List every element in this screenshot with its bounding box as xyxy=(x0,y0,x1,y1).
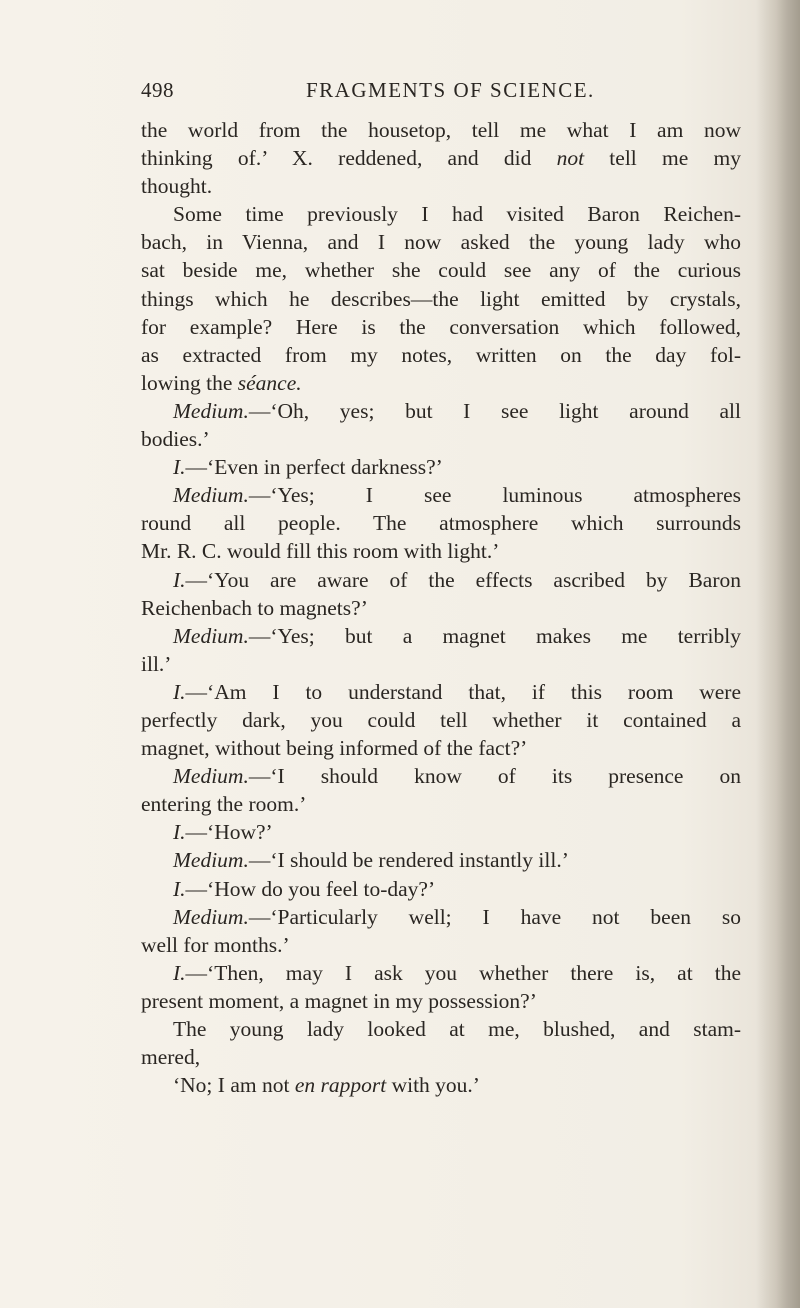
italic-text: Medium. xyxy=(173,623,249,648)
text-line xyxy=(141,285,741,313)
text-line xyxy=(141,959,741,987)
text-span: Reichenbach to magnets?’ xyxy=(141,595,368,620)
text-span: bodies.’ xyxy=(141,427,210,452)
text-line xyxy=(141,818,741,846)
italic-text: Medium. xyxy=(173,764,249,789)
italic-text: I. xyxy=(173,567,186,592)
text-line xyxy=(141,313,741,341)
text-span: —‘I should be rendered instantly ill.’ xyxy=(248,848,569,873)
text-span: entering the room.’ xyxy=(141,792,307,817)
text-line xyxy=(141,425,741,453)
italic-text: I. xyxy=(173,876,186,901)
text-span: well for months.’ xyxy=(141,932,290,957)
text-span: —‘Even in perfect darkness?’ xyxy=(185,455,443,480)
italic-text: I. xyxy=(173,820,186,845)
text-span: the world from the housetop, tell me what I am now xyxy=(141,118,741,142)
text-span: tell me my xyxy=(584,146,741,171)
text-line xyxy=(141,734,741,762)
text-span: perfectly dark, you could tell whether it contained a xyxy=(141,707,741,732)
italic-text: séance. xyxy=(237,370,302,395)
text-span: for example? Here is the conversation which followed, xyxy=(141,314,741,339)
text-span: —‘Yes; but a magnet makes me terribly xyxy=(248,623,741,648)
text-span: —‘Oh, yes; but I see light around all xyxy=(248,398,741,423)
italic-text: I. xyxy=(173,960,186,985)
text-span: Some time previously I had visited Baron Reichen- xyxy=(173,202,741,227)
text-span: The young lady looked at me, blushed, and stam- xyxy=(173,1017,741,1041)
italic-text: Medium. xyxy=(173,483,249,508)
text-line xyxy=(141,397,741,425)
text-span: mered, xyxy=(141,1045,201,1070)
text-span: Mr. R. C. would fill this room with light.’ xyxy=(141,539,500,564)
text-span: lowing the xyxy=(141,370,238,395)
text-line xyxy=(141,987,741,1015)
binding-shadow xyxy=(756,0,800,1308)
italic-text: en rapport xyxy=(294,1073,387,1098)
italic-text: Medium. xyxy=(173,904,249,929)
text-line xyxy=(141,144,741,172)
page-number: 498 xyxy=(141,78,174,102)
text-span: things which he describes—the light emitted by crystals, xyxy=(141,286,741,311)
text-span: —‘Am I to understand that, if this room were xyxy=(185,679,741,704)
body-text xyxy=(141,116,741,1099)
text-span: as extracted from my notes, written on the day fol- xyxy=(141,342,741,367)
text-line xyxy=(141,481,741,509)
text-line xyxy=(141,200,741,228)
text-line xyxy=(141,706,741,734)
text-line xyxy=(141,566,741,594)
text-span: —‘Yes; I see luminous atmospheres xyxy=(248,483,741,508)
text-span: —‘You are aware of the effects ascribed by Baron xyxy=(185,567,741,592)
text-span: bach, in Vienna, and I now asked the young lady who xyxy=(141,230,741,255)
text-line xyxy=(141,369,741,397)
text-line xyxy=(141,341,741,369)
text-line xyxy=(141,790,741,818)
text-line xyxy=(141,453,741,481)
text-line xyxy=(141,1071,741,1099)
text-line xyxy=(141,875,741,903)
text-line xyxy=(141,931,741,959)
text-line xyxy=(141,509,741,537)
text-span: —‘Then, may I ask you whether there is, at the xyxy=(185,960,741,985)
text-line xyxy=(141,1043,741,1071)
text-line xyxy=(141,678,741,706)
text-span: sat beside me, whether she could see any of the curious xyxy=(141,258,741,283)
italic-text: Medium. xyxy=(173,848,249,873)
text-line xyxy=(141,594,741,622)
text-line xyxy=(141,172,741,200)
text-span: magnet, without being informed of the fact?’ xyxy=(141,736,528,761)
text-span: thought. xyxy=(141,174,213,199)
text-line xyxy=(141,228,741,256)
text-span: ill.’ xyxy=(141,651,172,676)
text-span: present moment, a magnet in my possession?’ xyxy=(141,988,537,1013)
text-line xyxy=(141,762,741,790)
text-span: with you.’ xyxy=(386,1073,480,1098)
text-span: ‘No; I am not xyxy=(173,1073,295,1098)
text-line xyxy=(141,903,741,931)
text-span: —‘Particularly well; I have not been so xyxy=(248,904,741,929)
italic-text: not xyxy=(556,146,585,171)
text-span: —‘I should know of its presence on xyxy=(248,764,741,789)
running-title: FRAGMENTS OF SCIENCE. xyxy=(306,78,595,102)
text-line xyxy=(141,256,741,284)
text-line xyxy=(141,622,741,650)
text-line xyxy=(141,116,741,144)
italic-text: Medium. xyxy=(173,398,249,423)
text-line xyxy=(141,650,741,678)
running-head xyxy=(141,78,661,108)
text-span: thinking of.’ X. reddened, and did xyxy=(141,146,557,171)
italic-text: I. xyxy=(173,455,186,480)
text-line xyxy=(141,1015,741,1043)
text-span: —‘How do you feel to-day?’ xyxy=(185,876,436,901)
text-span: —‘How?’ xyxy=(185,820,273,845)
italic-text: I. xyxy=(173,679,186,704)
text-span: round all people. The atmosphere which surrounds xyxy=(141,511,741,536)
text-line xyxy=(141,846,741,874)
text-line xyxy=(141,537,741,565)
